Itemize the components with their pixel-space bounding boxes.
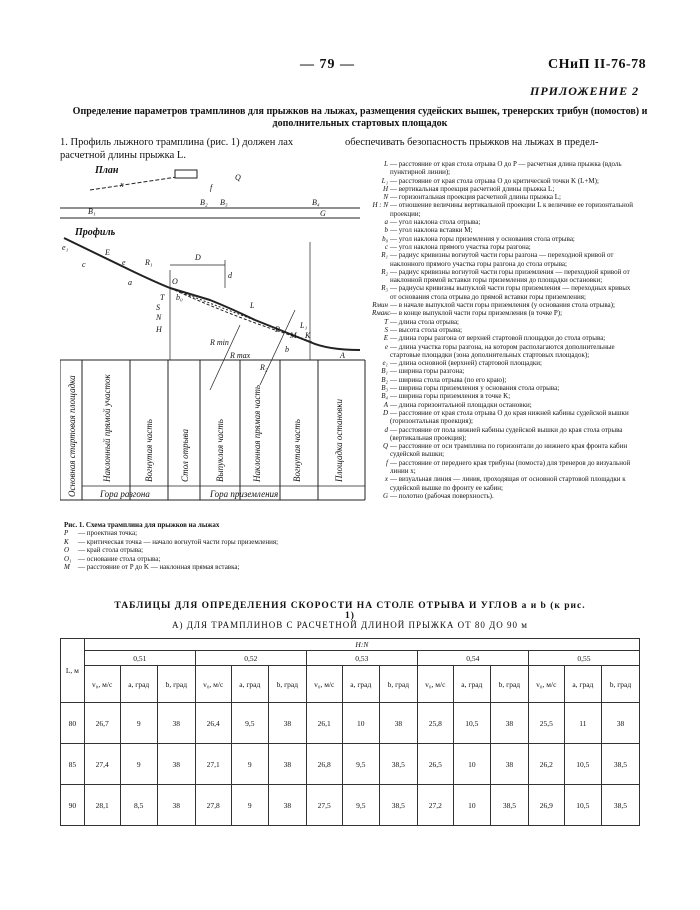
- label-e1: e₁: [62, 243, 69, 252]
- label-d-upper: D: [195, 253, 201, 262]
- radius-r2: [260, 310, 295, 385]
- caption-item: [64, 546, 364, 554]
- table-row: [61, 744, 640, 785]
- table-cell: 28,1: [84, 785, 120, 826]
- legend-item: [372, 367, 637, 375]
- table-cell: 38: [268, 785, 306, 826]
- caption-symbol: O₁: [64, 554, 72, 563]
- table-cell: 38: [268, 703, 306, 744]
- legend-text: — ширина горы разгона;: [390, 367, 465, 376]
- table-cell: 11: [564, 703, 601, 744]
- label-a-stop: A: [340, 351, 345, 360]
- caption-text: — критическая точка — начало вогнутой части горы приземления;: [78, 537, 279, 546]
- legend-item: [372, 318, 637, 326]
- table-cell: 10: [453, 785, 490, 826]
- cell-l: 85: [61, 744, 85, 785]
- col-sub-header: a, град: [120, 666, 157, 703]
- table-cell: 38,5: [601, 744, 639, 785]
- table-cell: 27,5: [306, 785, 342, 826]
- legend-item: [372, 226, 637, 234]
- caption-text: — край стола отрыва;: [78, 546, 144, 555]
- legend-item: [372, 459, 637, 476]
- label-p: P: [275, 325, 280, 334]
- label-b2: B₂: [200, 198, 208, 207]
- table-cell: 27,4: [84, 744, 120, 785]
- col-sub-header: a, град: [564, 666, 601, 703]
- col-group-header: 0,52: [195, 651, 306, 666]
- group-label-landing: Гора приземления: [210, 489, 279, 499]
- legend-item: [372, 401, 637, 409]
- caption-item: [64, 555, 364, 563]
- legend-symbol: B₄: [381, 392, 388, 401]
- caption-item: [64, 563, 364, 571]
- legend-symbol: R₂: [381, 267, 388, 276]
- label-h: H: [156, 325, 162, 334]
- col-l-header: L, м: [61, 639, 85, 703]
- label-rmax: R max: [230, 351, 251, 360]
- zone-label-5: Выпуклая часть: [215, 419, 225, 482]
- zone-label-3: Вогнутая часть: [144, 419, 154, 482]
- zone-label-7: Вогнутая часть: [292, 419, 302, 482]
- legend-text: — длина стола отрыва;: [390, 317, 460, 326]
- legend-text: — отношение величины вертикальной проекции L к величине ее горизонтальной проекции;: [390, 201, 633, 218]
- label-f: f: [210, 183, 213, 192]
- table-cell: 25,5: [528, 703, 564, 744]
- legend-text: — угол наклона горы приземления у основания стола отрыва;: [390, 234, 575, 243]
- col-sub-header: a, град: [342, 666, 379, 703]
- page-number: — 79 —: [300, 57, 355, 72]
- col-sub-header: b, град: [268, 666, 306, 703]
- caption-symbol: P: [64, 529, 69, 538]
- zone-label-8: Площадка остановки: [334, 398, 344, 482]
- col-sub-header: v₀, м/с: [417, 666, 453, 703]
- legend-item: [372, 235, 637, 243]
- legend-item: [372, 475, 637, 492]
- legend-symbol: D: [382, 408, 388, 417]
- group-label-takeoff: Гора разгона: [100, 489, 150, 499]
- col-sub-header: v₀, м/с: [195, 666, 231, 703]
- legend-text: — длина горизонтальной площадки остановки;: [390, 400, 532, 409]
- col-sub-header: v₀, м/с: [528, 666, 564, 703]
- label-l1: L₁: [300, 321, 308, 330]
- legend-symbol: T: [384, 317, 388, 326]
- table-subtitle: А) ДЛЯ ТРАМПЛИНОВ С РАСЧЕТНОЙ ДЛИНОЙ ПРЫЖКА ОТ 80 ДО 90 м: [172, 620, 528, 630]
- legend-symbol: B₂: [381, 375, 388, 384]
- table-cell: 38: [157, 744, 195, 785]
- legend-item: [372, 268, 637, 285]
- table-cell: 26,8: [306, 744, 342, 785]
- ski-jump-diagram: [60, 160, 370, 515]
- label-o: O: [172, 277, 178, 286]
- legend-item: [372, 343, 637, 360]
- col-sub-header: v₀, м/с: [84, 666, 120, 703]
- col-sub-header: a, град: [231, 666, 268, 703]
- legend-symbol: f: [386, 458, 388, 467]
- table-cell: 9,5: [342, 744, 379, 785]
- data-table: [60, 638, 640, 826]
- legend-symbol: B₃: [381, 384, 388, 393]
- label-g: G: [320, 209, 326, 218]
- legend-item: [372, 185, 637, 193]
- table-row: [61, 785, 640, 826]
- section-title: Определение параметров трамплинов для прыжков на лыжах, размещения судейских вышек, тренерских трибун (помостов) и дополнительных стартовых площадок: [72, 106, 648, 129]
- label-b0: b₀: [176, 293, 183, 302]
- label-r1: R₁: [145, 258, 153, 267]
- legend-item: [372, 160, 637, 177]
- table-cell: 9: [231, 744, 268, 785]
- legend-symbol: Q: [382, 442, 388, 451]
- table-cell: 38: [490, 703, 528, 744]
- legend-text: — расстояние от переднего края трибуны (помоста) для тренеров до визуальной линии x;: [390, 458, 631, 475]
- caption-symbol: K: [64, 537, 69, 546]
- table-cell: 26,9: [528, 785, 564, 826]
- cell-l: 80: [61, 703, 85, 744]
- table-cell: 9,5: [342, 785, 379, 826]
- legend-symbol: H: [382, 184, 388, 193]
- table-cell: 10,5: [564, 785, 601, 826]
- legend-item: [372, 384, 637, 392]
- label-e-lower: e: [122, 258, 126, 267]
- col-group-header: 0,55: [528, 651, 639, 666]
- col-sub-header: b, град: [379, 666, 417, 703]
- col-group-header: 0,54: [417, 651, 528, 666]
- legend-symbol: L: [384, 160, 388, 168]
- table-cell: 25,8: [417, 703, 453, 744]
- legend-symbol: L₁: [381, 176, 388, 185]
- legend-item: [372, 376, 637, 384]
- legend-symbol: R₃: [381, 284, 388, 293]
- label-m: M: [290, 331, 297, 340]
- caption-title: Рис. 1. Схема трамплина для прыжков на лыжах: [64, 521, 220, 529]
- legend-text: — полотно (рабочая поверхность).: [390, 491, 494, 500]
- label-b1: B₁: [88, 207, 96, 216]
- legend-text: — ширина стола отрыва (по его краю);: [390, 375, 507, 384]
- legend-symbol: Rмакс: [372, 309, 391, 318]
- legend-item: [372, 326, 637, 334]
- zone-label-4: Стол отрыва: [180, 428, 190, 482]
- table-cell: 38,5: [379, 785, 417, 826]
- col-sub-header: v₀, м/с: [306, 666, 342, 703]
- label-d-lower: d: [228, 271, 232, 280]
- legend-symbol: Rмин: [372, 301, 388, 310]
- legend-symbol: H : N: [372, 201, 388, 210]
- col-sub-header: b, град: [601, 666, 639, 703]
- table-cell: 27,1: [195, 744, 231, 785]
- table-cell: 26,4: [195, 703, 231, 744]
- table-cell: 9: [120, 744, 157, 785]
- legend-item: [372, 359, 637, 367]
- table-cell: 9: [231, 785, 268, 826]
- caption-text: — основание стола отрыва;: [78, 554, 161, 563]
- legend-text: — угол наклона стола отрыва;: [390, 218, 481, 227]
- legend-item: [372, 301, 637, 309]
- legend-symbol: A: [383, 400, 388, 409]
- legend-text: — высота стола отрыва;: [390, 325, 463, 334]
- legend-text: — длина участка горы разгона, на котором располагаются дополнительные стартовые площадки (зона дополнительных стартовых площадок);: [390, 342, 615, 359]
- table-cell: 38: [601, 703, 639, 744]
- caption-text: — проектная точка;: [78, 529, 138, 538]
- legend-item: [372, 334, 637, 342]
- legend-symbol: b₀: [382, 234, 388, 243]
- table-cell: 26,2: [528, 744, 564, 785]
- table-cell: 38: [379, 703, 417, 744]
- legend-text: — длина основной (верхней) стартовой площадки;: [390, 359, 542, 368]
- legend-item: [372, 243, 637, 251]
- table-cell: 38: [490, 744, 528, 785]
- legend-right: [372, 160, 637, 500]
- label-r2: R₂: [260, 363, 268, 372]
- col-sub-header: a, град: [453, 666, 490, 703]
- table-cell: 38,5: [379, 744, 417, 785]
- legend-symbol: N: [383, 193, 388, 202]
- table-cell: 10,5: [564, 744, 601, 785]
- col-sub-header: b, град: [490, 666, 528, 703]
- legend-text: — радиус кривизны вогнутой части горы приземления — переходной кривой от наклонной прямой вставки горы приземления до площадки остановки;: [390, 267, 630, 285]
- table-title: ТАБЛИЦЫ ДЛЯ ОПРЕДЕЛЕНИЯ СКОРОСТИ НА СТОЛЕ ОТРЫВА И УГЛОВ a и b (к рис. 1): [114, 601, 586, 621]
- legend-text: — ширина горы приземления у основания стола отрыва;: [390, 384, 560, 393]
- legend-symbol: e₁: [382, 359, 388, 368]
- legend-text: — в начале выпуклой части горы приземления (у основания стола отрыва);: [390, 301, 615, 310]
- legend-item: [372, 251, 637, 268]
- col-hn-header: H:N: [84, 639, 639, 651]
- legend-symbol: b: [384, 226, 388, 235]
- legend-text: — радиус кривизны вогнутой части горы разгона — переходной кривой от наклонного прямого участка горы разгона до стола отрыва;: [390, 251, 614, 268]
- intro-left: 1. Профиль лыжного трамплина (рис. 1) должен лах расчетной длины прыжка L.: [60, 137, 294, 161]
- legend-symbol: x: [384, 475, 388, 484]
- legend-symbol: B₁: [381, 367, 388, 376]
- legend-text: — горизонтальная проекция расчетной длины прыжка L;: [390, 193, 561, 202]
- legend-text: — угол наклона вставки M;: [390, 226, 473, 235]
- legend-text: — угол наклона прямого участка горы разгона;: [390, 242, 531, 251]
- legend-text: — расстояние от края стола отрыва O до края нижней кабины судейской вышки (горизонтальная проекция);: [390, 408, 629, 426]
- legend-symbol: d: [384, 425, 388, 434]
- legend-symbol: G: [382, 491, 388, 500]
- table-row: [61, 703, 640, 744]
- legend-text: — в конце выпуклой части горы приземления (в точке P);: [390, 309, 563, 318]
- table-cell: 9: [120, 703, 157, 744]
- profile-label: Профиль: [75, 227, 116, 238]
- legend-item: [372, 409, 637, 426]
- col-group-header: 0,51: [84, 651, 195, 666]
- table-cell: 26,7: [84, 703, 120, 744]
- label-c: c: [82, 260, 86, 269]
- plan-label: План: [95, 165, 119, 176]
- caption-items: [64, 529, 364, 571]
- legend-item: [372, 177, 637, 185]
- legend-symbol: R₁: [381, 251, 388, 260]
- label-n: N: [156, 313, 162, 322]
- table-cell: 38: [157, 703, 195, 744]
- label-q: Q: [235, 173, 241, 182]
- legend-item: [372, 218, 637, 226]
- table-cell: 10,5: [453, 703, 490, 744]
- legend-text: — расстояние от края стола отрыва O до P — расчетная длина прыжка (вдоль пунктирной линии);: [390, 160, 622, 177]
- caption-item: [64, 538, 364, 546]
- legend-item: [372, 309, 637, 317]
- legend-symbol: c: [384, 242, 388, 251]
- table-cell: 10: [342, 703, 379, 744]
- table-cell: 38,5: [601, 785, 639, 826]
- label-rmin: R min: [210, 338, 229, 347]
- table-cell: 26,1: [306, 703, 342, 744]
- caption-symbol: M: [64, 563, 70, 572]
- zone-label-2: Наклонный прямой участок: [102, 374, 112, 482]
- table-cell: 9,5: [231, 703, 268, 744]
- table-cell: 26,5: [417, 744, 453, 785]
- legend-text: — расстояние от пола нижней кабины судейской вышки до края стола отрыва (вертикальная проекция);: [390, 425, 623, 442]
- zone-label-6: Наклонная прямая часть: [252, 385, 262, 482]
- label-k: K: [305, 331, 311, 340]
- table-cell: 38: [157, 785, 195, 826]
- legend-text: — вертикальная проекция расчетной длины прыжка L;: [390, 184, 555, 193]
- legend-symbol: S: [384, 325, 388, 334]
- table-cell: 27,8: [195, 785, 231, 826]
- legend-symbol: e: [384, 342, 388, 351]
- legend-symbol: a: [384, 218, 388, 227]
- table-cell: 8,5: [120, 785, 157, 826]
- legend-item: [372, 201, 637, 218]
- legend-symbol: E: [383, 334, 388, 343]
- legend-item: [372, 193, 637, 201]
- table-cell: 38,5: [490, 785, 528, 826]
- legend-text: — радиусы кривизны выпуклой части горы приземления — переходных кривых от основания стола отрыва до прямой вставки горы приземления;: [390, 284, 631, 301]
- legend-text: — длина горы разгона от верхней стартовой площадки до стола отрыва;: [390, 334, 606, 343]
- intro-right: обеспечивать безопасность прыжков на лыжах в предел-: [345, 137, 599, 148]
- legend-item: [372, 426, 637, 443]
- caption-item: [64, 529, 364, 537]
- label-t: T: [160, 293, 165, 302]
- label-b: b: [285, 345, 289, 354]
- table-cell: 10: [453, 744, 490, 785]
- label-e-upper: E: [105, 248, 110, 257]
- legend-item: [372, 442, 637, 459]
- table-cell: 38: [268, 744, 306, 785]
- label-a: a: [128, 278, 132, 287]
- caption-text: — расстояние от P до K — наклонная прямая вставка;: [78, 563, 240, 572]
- label-b4: B₄: [312, 198, 320, 207]
- legend-text: — расстояние от оси трамплина по горизонтали до нижнего края фронта кабин судейской вышки;: [390, 442, 628, 459]
- label-b3: B₃: [220, 198, 228, 207]
- label-x: x: [120, 180, 124, 189]
- label-s: S: [156, 303, 160, 312]
- figure-caption: [64, 521, 364, 571]
- legend-text: — расстояние от края стола отрыва O до критической точки K (L+M);: [390, 176, 599, 185]
- col-group-header: 0,53: [306, 651, 417, 666]
- cell-l: 90: [61, 785, 85, 826]
- caption-symbol: O: [64, 546, 70, 555]
- legend-item: [372, 492, 637, 500]
- legend-item: [372, 392, 637, 400]
- judges-tower: [175, 170, 197, 178]
- appendix-label: ПРИЛОЖЕНИЕ 2: [530, 84, 640, 98]
- zone-label-1: Основная стартовая площадка: [67, 375, 77, 497]
- col-sub-header: b, град: [157, 666, 195, 703]
- label-l: L: [250, 301, 255, 310]
- legend-text: — визуальная линия — линия, проходящая от основной стартовой площадки к судейской вышке по фронту ее кабин;: [390, 475, 626, 492]
- legend-item: [372, 284, 637, 301]
- table-cell: 27,2: [417, 785, 453, 826]
- legend-text: — ширина горы приземления в точке K;: [390, 392, 511, 401]
- document-code: СНиП II-76-78: [548, 57, 647, 72]
